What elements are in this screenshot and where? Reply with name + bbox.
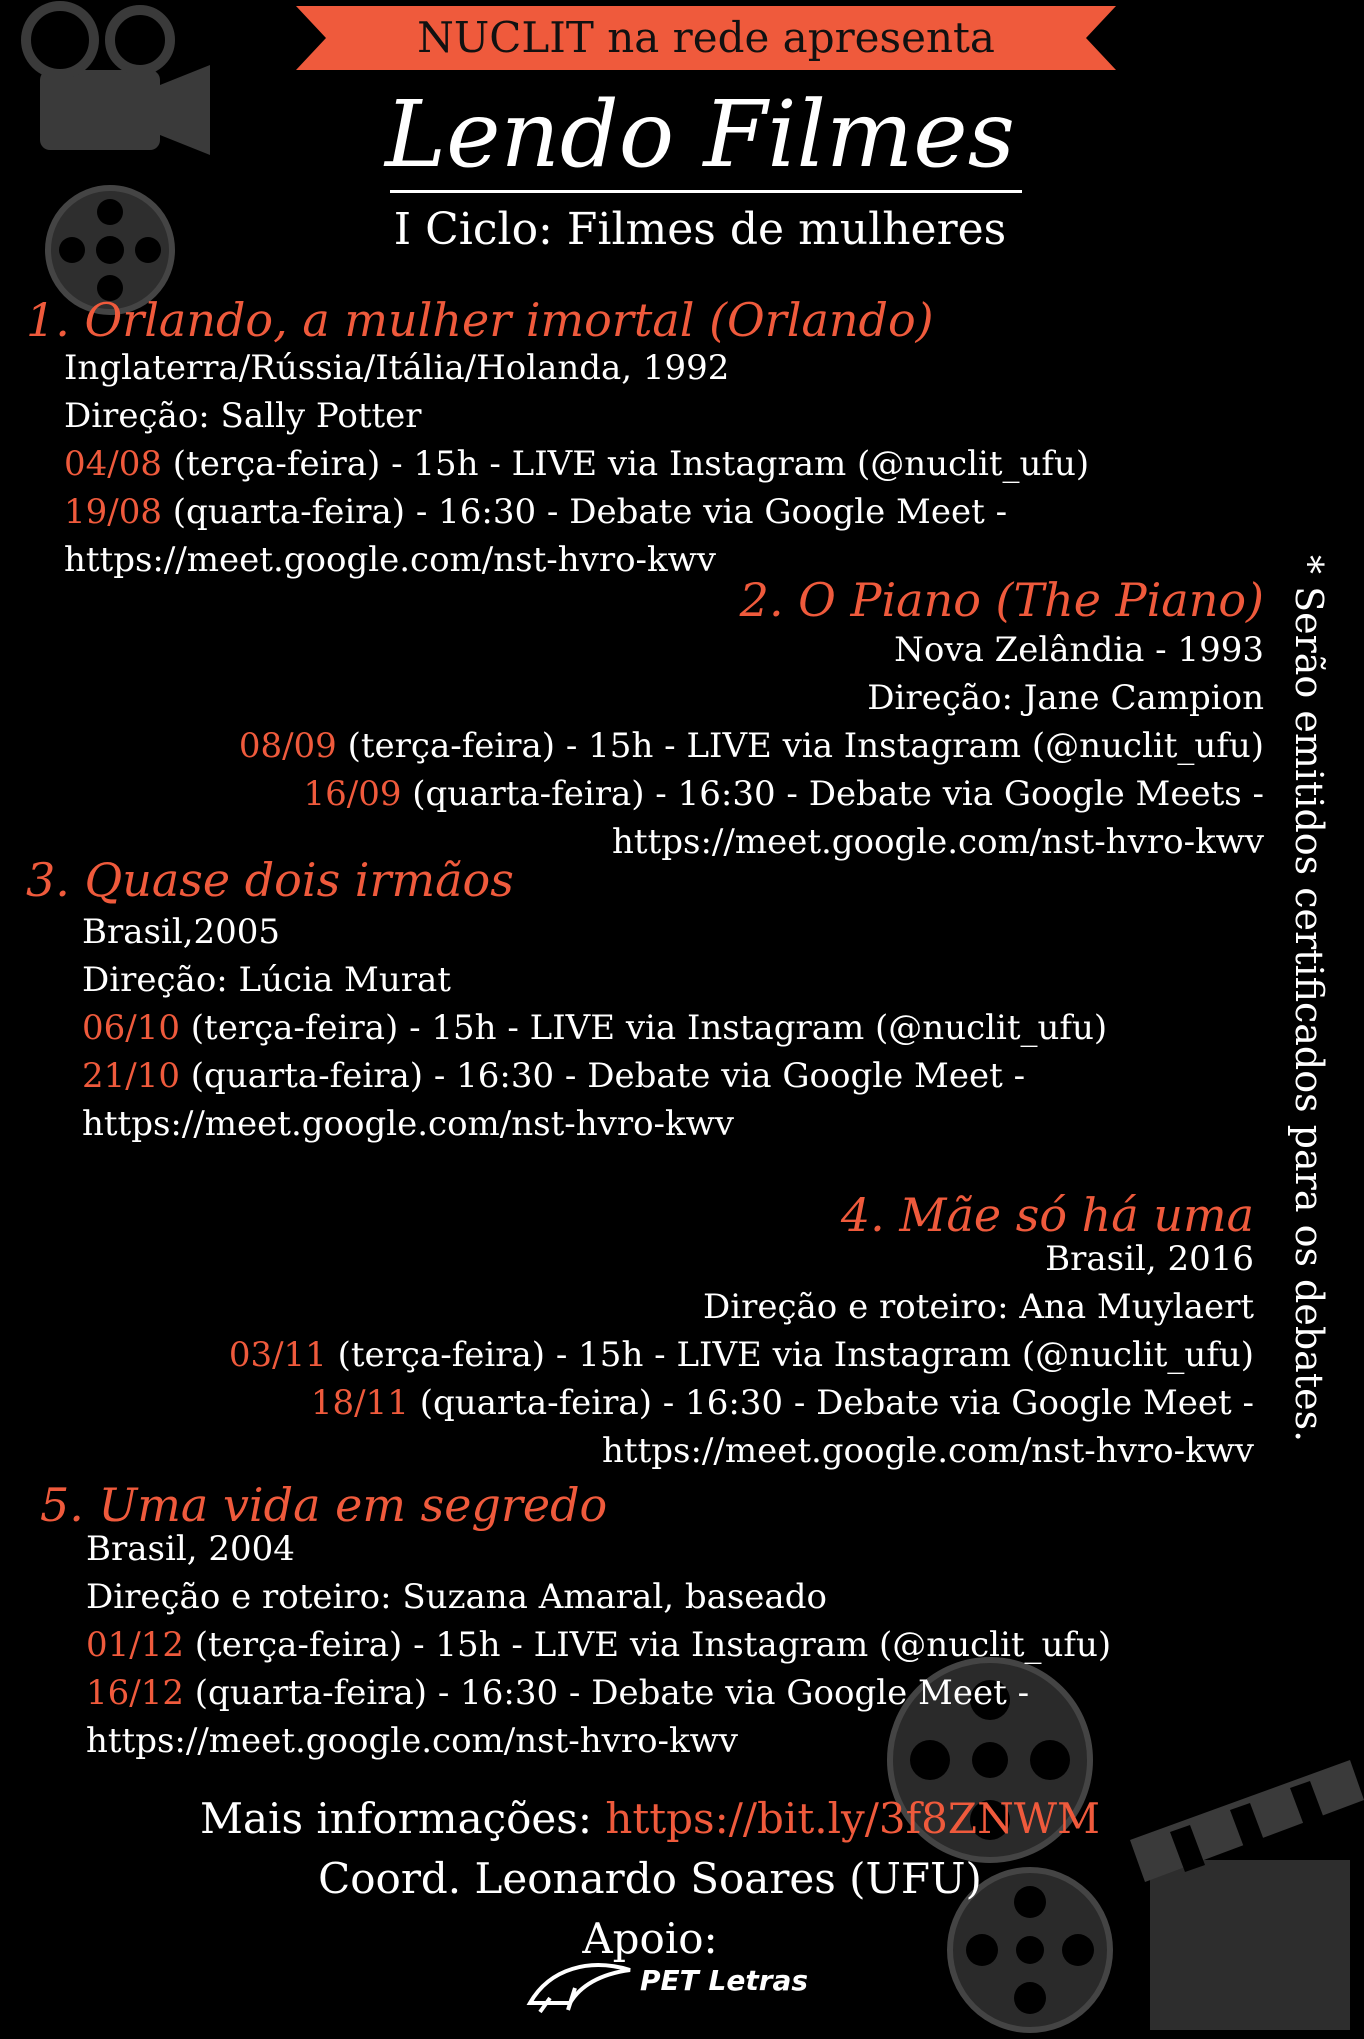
meet-link[interactable]: https://meet.google.com/nst-hvro-kwv (602, 1431, 1254, 1471)
live-text: (terça-feira) - 15h - LIVE via Instagram (@nuclit_ufu) (336, 726, 1264, 766)
debate-text: (quarta-feira) - 16:30 - Debate via Google Meet - (161, 492, 1008, 532)
certificate-note-text: * Serão emitidos certificados para os debates. (1287, 555, 1331, 1443)
lizard-icon (520, 1948, 640, 2018)
certificate-note (1285, 555, 1333, 1443)
debate-date: 21/10 (82, 1056, 180, 1096)
live-date: 06/10 (82, 1008, 180, 1048)
film-debate-session (82, 1052, 1025, 1100)
film-origin: Brasil, 2004 (86, 1529, 295, 1569)
logo-text: PET Letras (640, 1964, 809, 1997)
live-date: 01/12 (86, 1625, 184, 1665)
banner-text: NUCLIT na rede apresenta (417, 13, 995, 62)
more-info-label: Mais informações: (199, 1794, 606, 1843)
live-text: (terça-feira) - 15h - LIVE via Instagram (@nuclit_ufu) (179, 1008, 1108, 1048)
film-director: Direção e roteiro: Suzana Amaral, baseado (86, 1577, 827, 1617)
live-date: 04/08 (64, 444, 162, 484)
pet-letras-logo (520, 1948, 820, 2018)
page-subtitle: I Ciclo: Filmes de mulheres (393, 204, 1007, 255)
header-banner (296, 6, 1116, 70)
film-director: Direção: Lúcia Murat (82, 960, 451, 1000)
film-title: 5. Uma vida em segredo (40, 1478, 608, 1532)
film-live-session (239, 722, 1264, 770)
film-debate-session (303, 770, 1264, 818)
debate-text: (quarta-feira) - 16:30 - Debate via Google Meet - (179, 1056, 1026, 1096)
support-label: Apoio: (582, 1914, 718, 1963)
film-title: 2. O Piano (The Piano) (739, 573, 1264, 627)
meet-link[interactable]: https://meet.google.com/nst-hvro-kwv (86, 1721, 738, 1761)
film-origin: Brasil, 2016 (1045, 1239, 1254, 1279)
page-title: Lendo Filmes (385, 81, 1015, 188)
film-live-session (229, 1331, 1254, 1379)
film-live-session (64, 440, 1089, 488)
film-title: 4. Mãe só há uma (840, 1188, 1254, 1242)
debate-date: 16/09 (303, 774, 402, 814)
film-debate-session (86, 1669, 1029, 1717)
film-origin: Brasil,2005 (82, 912, 281, 952)
live-text: (terça-feira) - 15h - LIVE via Instagram (@nuclit_ufu) (326, 1335, 1254, 1375)
meet-link[interactable]: https://meet.google.com/nst-hvro-kwv (64, 540, 716, 580)
debate-text: (quarta-feira) - 16:30 - Debate via Google Meet - (183, 1673, 1030, 1713)
live-date: 08/09 (238, 726, 337, 766)
film-live-session (82, 1004, 1107, 1052)
live-date: 03/11 (228, 1335, 327, 1375)
debate-text: (quarta-feira) - 16:30 - Debate via Google Meet - (408, 1383, 1254, 1423)
film-live-session (86, 1621, 1111, 1669)
debate-date: 16/12 (86, 1673, 184, 1713)
live-text: (terça-feira) - 15h - LIVE via Instagram (@nuclit_ufu) (183, 1625, 1112, 1665)
more-info (150, 1790, 1150, 1848)
film-camera-icon (0, 0, 260, 320)
film-title: 1. Orlando, a mulher imortal (Orlando) (26, 293, 934, 347)
meet-link[interactable]: https://meet.google.com/nst-hvro-kwv (82, 1104, 734, 1144)
film-title: 3. Quase dois irmãos (26, 853, 514, 907)
debate-date: 18/11 (310, 1383, 409, 1423)
title-underline (390, 190, 1022, 193)
live-text: (terça-feira) - 15h - LIVE via Instagram (@nuclit_ufu) (161, 444, 1090, 484)
film-origin: Nova Zelândia - 1993 (894, 630, 1264, 670)
more-info-link[interactable]: https://bit.ly/3f8ZNWM (605, 1794, 1100, 1843)
film-origin: Inglaterra/Rússia/Itália/Holanda, 1992 (64, 348, 730, 388)
debate-text: (quarta-feira) - 16:30 - Debate via Google Meets - (401, 774, 1264, 814)
meet-link[interactable]: https://meet.google.com/nst-hvro-kwv (612, 822, 1264, 862)
film-debate-session (311, 1379, 1254, 1427)
film-director: Direção e roteiro: Ana Muylaert (702, 1287, 1254, 1327)
film-debate-session (64, 488, 1007, 536)
debate-date: 19/08 (64, 492, 162, 532)
coordinator: Coord. Leonardo Soares (UFU) (318, 1854, 982, 1903)
film-director: Direção: Sally Potter (64, 396, 422, 436)
film-director: Direção: Jane Campion (867, 678, 1264, 718)
